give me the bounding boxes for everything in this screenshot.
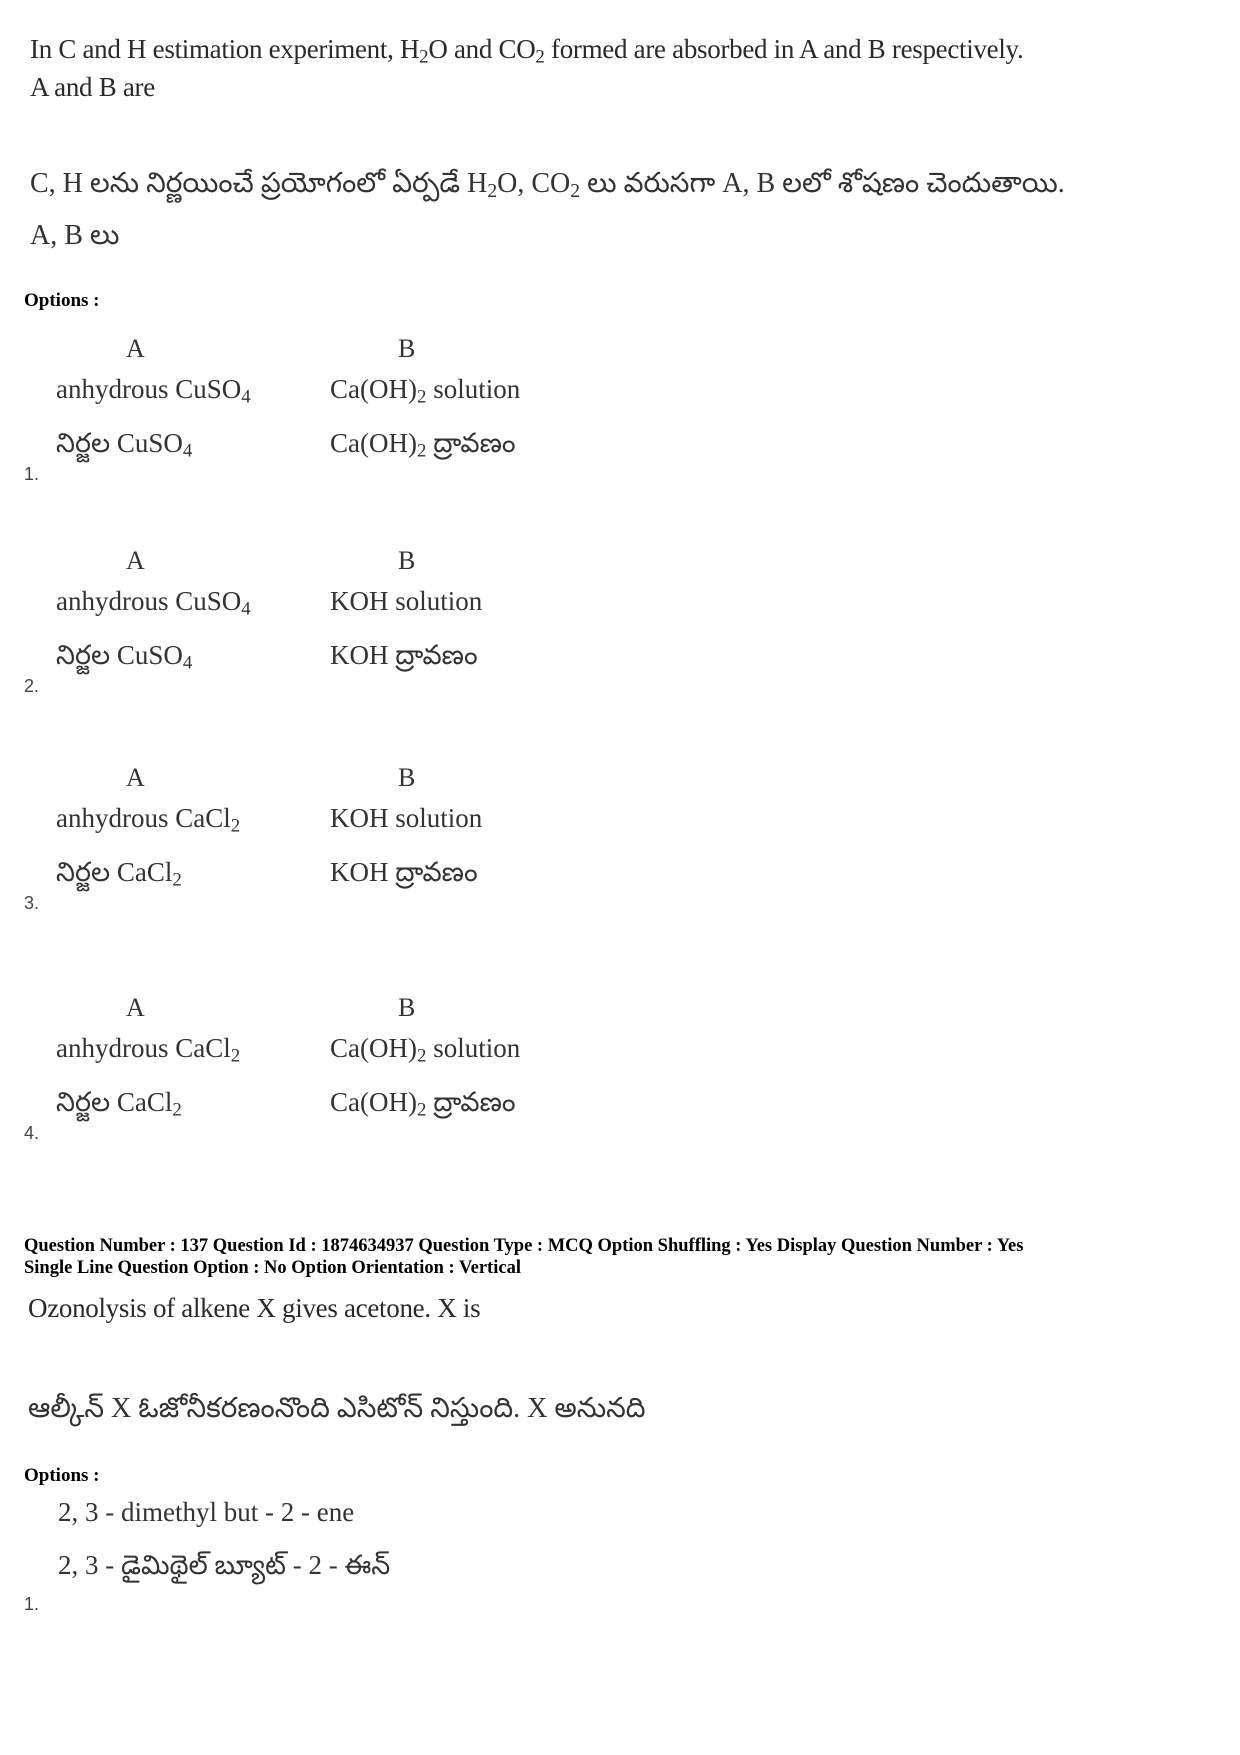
text-fragment: Ca(OH) [330, 428, 417, 458]
column-header-b: B [398, 763, 416, 792]
option-cell-b-en [330, 586, 482, 617]
subscript: 2 [487, 180, 498, 202]
option-cell-b-en [330, 1033, 521, 1067]
text-fragment: C, H లను నిర్ణయించే ప్రయోగంలో ఏర్పడే H [30, 168, 488, 199]
column-header-b: B [398, 546, 416, 575]
option-cell-a-te [56, 857, 182, 895]
text-fragment: formed are absorbed in A and B respectively. [544, 34, 1024, 64]
option-cell-a-en [56, 586, 251, 620]
subscript: 2 [416, 386, 427, 408]
option-1-text-en: 2, 3 - dimethyl but - 2 - ene [58, 1497, 355, 1527]
subscript: 4 [182, 440, 193, 462]
options-label: Options : [24, 1465, 100, 1486]
option-cell-b-te [330, 428, 516, 466]
option-cell-a-te [56, 428, 192, 466]
text-fragment: O, CO [497, 168, 571, 199]
subscript: 2 [172, 1099, 182, 1121]
subscript: 2 [535, 46, 545, 68]
option-cell-a-en [56, 1033, 241, 1067]
text-fragment: Ca(OH) [330, 1087, 417, 1117]
text-fragment: solution [426, 374, 521, 404]
subscript: 4 [241, 598, 251, 620]
option-cell-b-en [330, 803, 482, 834]
column-header-a: A [126, 546, 145, 575]
subscript: 2 [416, 1099, 427, 1121]
text-fragment: నిర్జల CuSO [56, 428, 183, 458]
question-137-text-te: ఆల్కీన్ X ఓజోనీకరణంనొంది ఎసిటోన్ నిస్తుంది. X అనునది [28, 1393, 646, 1424]
text-fragment: లు వరుసగా A, B లలో శోషణం చెందుతాయి. [580, 168, 1065, 199]
text-fragment: O and CO [428, 34, 536, 64]
text-fragment: KOH ద్రావణం [330, 640, 478, 670]
text-fragment: KOH solution [330, 803, 483, 833]
option-cell-b-te [330, 640, 478, 678]
column-header-a: A [126, 993, 145, 1022]
text-fragment: anhydrous CuSO [56, 586, 242, 616]
text-fragment: solution [426, 1033, 521, 1063]
subscript: 2 [419, 46, 429, 68]
option-cell-b-en [330, 374, 521, 408]
subscript: 2 [570, 180, 581, 202]
text-fragment: Ca(OH) [330, 1033, 417, 1063]
column-header-b: B [398, 993, 416, 1022]
text-fragment: KOH solution [330, 586, 483, 616]
option-cell-b-te [330, 857, 478, 895]
text-fragment: ద్రావణం [426, 428, 516, 458]
text-fragment: ద్రావణం [426, 1087, 516, 1117]
option-1-number[interactable]: 1. [24, 464, 40, 484]
subscript: 2 [172, 869, 182, 891]
option-1-text-te: 2, 3 - డైమిథైల్ బ్యూట్ - 2 - ఈన్ [58, 1550, 391, 1580]
subscript: 4 [182, 652, 193, 674]
question-136-text-te-line1 [30, 168, 1065, 206]
options-label: Options : [24, 290, 100, 311]
question-136-text-en-line2: A and B are [30, 72, 155, 102]
subscript: 2 [230, 815, 241, 837]
option-1-number[interactable]: 1. [24, 1594, 40, 1614]
subscript: 2 [230, 1045, 241, 1067]
option-2-number[interactable]: 2. [24, 676, 40, 696]
question-137-meta-line1: Question Number : 137 Question Id : 1874634937 Question Type : MCQ Option Shuffling : Yes Display Question Number : Yes [24, 1236, 1024, 1256]
text-fragment: నిర్జల CuSO [56, 640, 183, 670]
text-fragment: నిర్జల CaCl [56, 857, 173, 887]
option-cell-a-te [56, 640, 192, 678]
subscript: 2 [416, 1045, 427, 1067]
text-fragment: నిర్జల CaCl [56, 1087, 173, 1117]
text-fragment: anhydrous CuSO [56, 374, 242, 404]
option-cell-a-te [56, 1087, 182, 1125]
question-136-text-te-line2: A, B లు [30, 220, 120, 251]
column-header-a: A [126, 334, 145, 363]
text-fragment: anhydrous CaCl [56, 803, 231, 833]
question-137-text-en: Ozonolysis of alkene X gives acetone. X is [28, 1293, 481, 1323]
subscript: 2 [416, 440, 427, 462]
column-header-b: B [398, 334, 416, 363]
text-fragment: Ca(OH) [330, 374, 417, 404]
question-137-meta-line2: Single Line Question Option : No Option Orientation : Vertical [24, 1258, 521, 1278]
option-cell-b-te [330, 1087, 516, 1125]
column-header-a: A [126, 763, 145, 792]
text-fragment: In C and H estimation experiment, H [30, 34, 420, 64]
option-3-number[interactable]: 3. [24, 893, 40, 913]
text-fragment: anhydrous CaCl [56, 1033, 231, 1063]
option-4-number[interactable]: 4. [24, 1123, 40, 1143]
text-fragment: KOH ద్రావణం [330, 857, 478, 887]
subscript: 4 [241, 386, 251, 408]
question-136-text-en-line1 [30, 34, 1024, 68]
option-cell-a-en [56, 374, 251, 408]
option-cell-a-en [56, 803, 241, 837]
